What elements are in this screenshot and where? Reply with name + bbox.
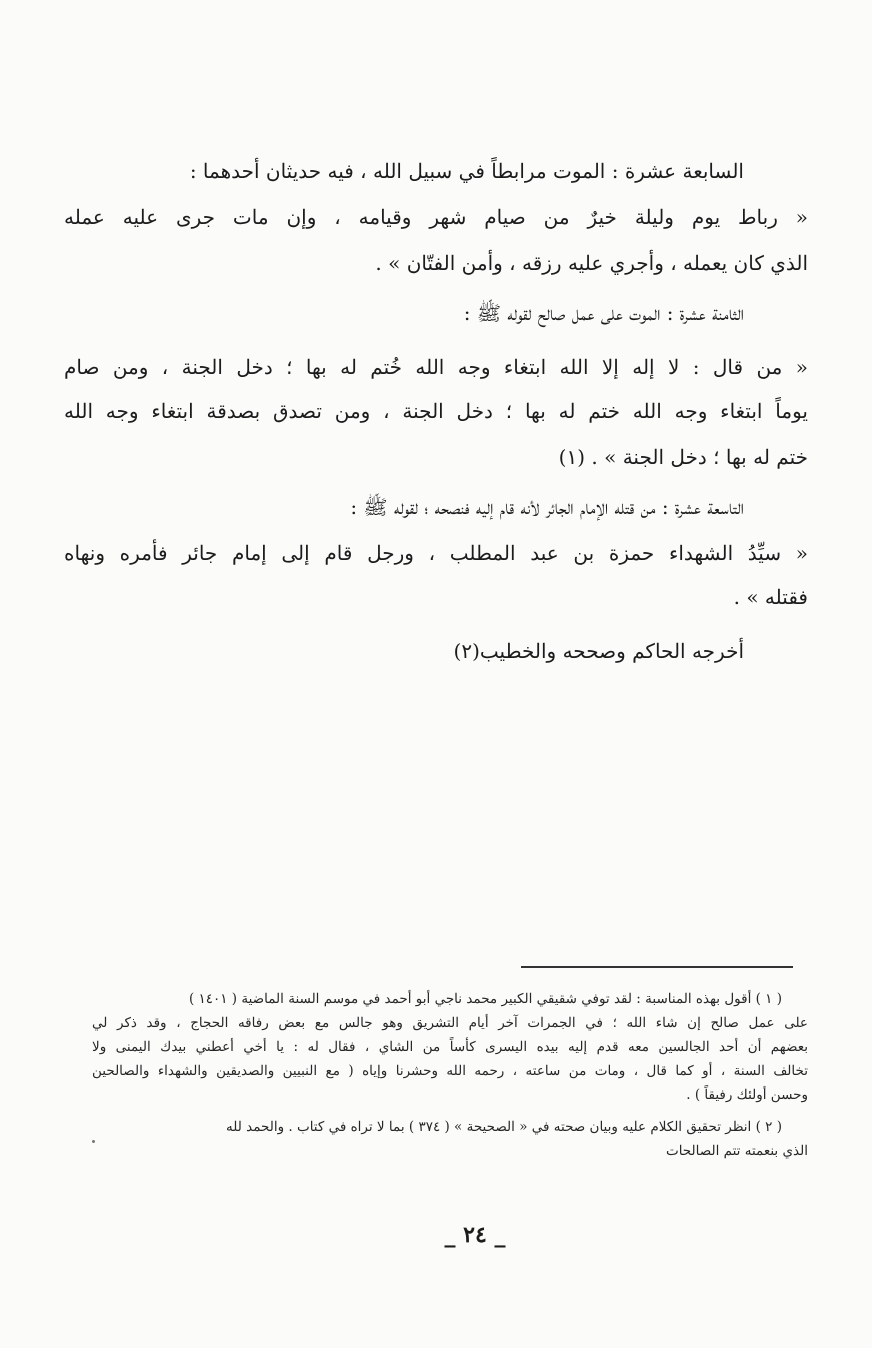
hadith-text-line: فقتله » .	[733, 585, 808, 609]
hadith-text-line: « من قال : لا إله إلا الله ابتغاء وجه الله خُتم له بها ؛ دخل الجنة ، ومن صام	[64, 355, 808, 379]
hadith-text-line: « رباط يوم وليلة خيرٌ من صيام شهر وقيامه ، وإن مات جرى عليه عمله	[64, 205, 808, 229]
section-18-heading: الثامنة عشرة : الموت على عمل صالح لقوله ﷺ :	[463, 301, 744, 325]
scan-speck	[92, 1140, 95, 1143]
hadith-text-line: « سيِّدُ الشهداء حمزة بن عبد المطلب ، ورجل قام إلى إمام جائر فأمره ونهاه	[64, 541, 808, 565]
section-17-heading: السابعة عشرة : الموت مرابطاً في سبيل الله ، فيه حديثان أحدهما :	[189, 159, 744, 183]
footnote-line: الذي بنعمته تتم الصالحات	[665, 1143, 808, 1159]
page-number: _ ٢٤ _	[444, 1222, 506, 1248]
footnote-separator	[521, 966, 793, 968]
footnote-line: ( ١ ) أقول بهذه المناسبة : لقد توفي شقيقي الكبير محمد ناجي أبو أحمد في موسم السنة الماضية ( ١٤٠١ )	[188, 991, 782, 1007]
hadith-text-line: ختم له بها ؛ دخل الجنة » . (١)	[558, 445, 808, 469]
footnote-line: ( ٢ ) انظر تحقيق الكلام عليه وبيان صحته في « الصحيحة » ( ٣٧٤ ) بما لا تراه في كتاب . والحمد لله	[226, 1119, 782, 1135]
section-19-heading: التاسعة عشرة : من قتله الإمام الجائر لأنه قام إليه فنصحه ؛ لقوله ﷺ :	[350, 495, 744, 519]
hadith-text-line: الذي كان يعمله ، وأجري عليه رزقه ، وأمن الفتّان » .	[375, 251, 808, 275]
footnote-line: بعضهم أن أحد الجالسين معه قدم إليه بيده اليسرى كأساً من الشاي ، فقال له : يا أخي أعطني بيدك اليمنى ولا	[92, 1039, 808, 1055]
source-citation: أخرجه الحاكم وصححه والخطيب(٢)	[453, 639, 744, 663]
footnote-line: وحسن أولئك رفيقاً ) .	[686, 1087, 808, 1103]
footnote-line: تخالف السنة ، أو كما قال ، ومات من ساعته ، رحمه الله وحشرنا وإياه ( مع النبيين والصديقين والشهداء والصالحين	[92, 1063, 808, 1079]
hadith-text-line: يوماً ابتغاء وجه الله ختم له بها ؛ دخل الجنة ، ومن تصدق بصدقة ابتغاء وجه الله	[64, 399, 808, 423]
footnote-line: على عمل صالح إن شاء الله ؛ في الجمرات آخر أيام التشريق وهو جالس مع بعض رفاقه الحجاج ، وقد ذكر لي	[92, 1015, 808, 1031]
